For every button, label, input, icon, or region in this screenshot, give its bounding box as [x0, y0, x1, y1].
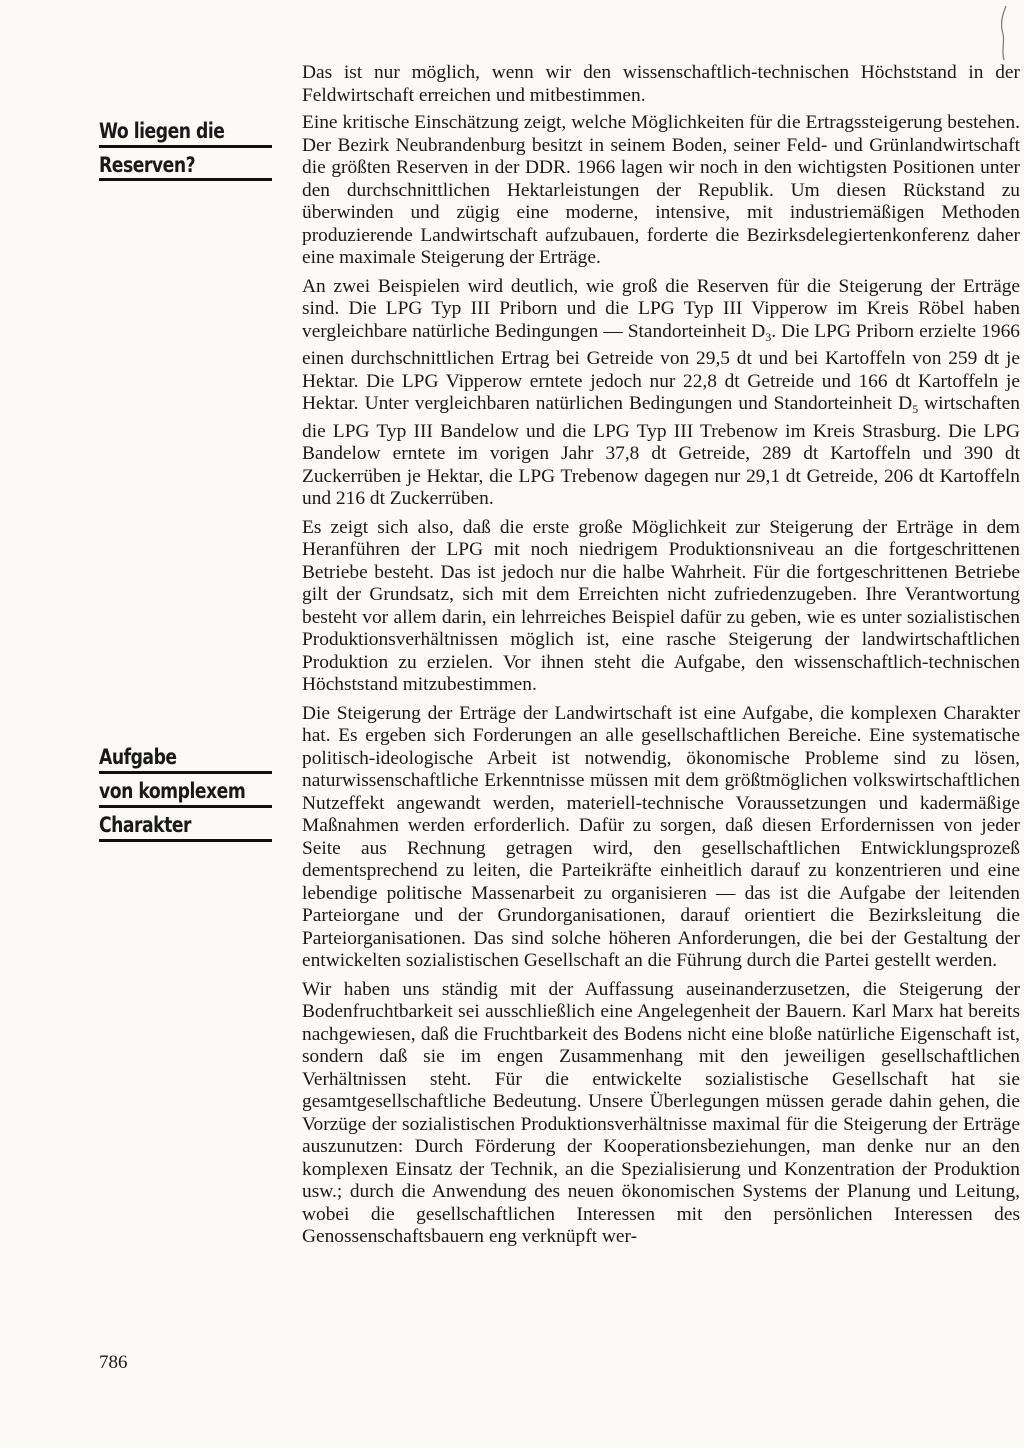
heading-rule	[99, 178, 272, 181]
paragraph	[302, 276, 1020, 511]
paragraph: Die Steigerung der Erträge der Landwirtschaft ist eine Aufgabe, die komplexen Charakter hat. Es ergeben sich Forderungen an alle gesellschaftlichen Bereiche. Eine systematische politisch-ideologische Arbeit ist notwendig, ökonomische Probleme sind zu lösen, naturwissenschaftliche Erkenntnisse müssen mit dem größtmöglichen volkswirtschaftlichen Nutzeffekt angewandt werden, materiell-technische Voraussetzungen und kadermäßige Maßnahmen werden erforderlich. Dafür zu sorgen, daß diesen Erfordernissen von jeder Seite aus Rechnung getragen wird, den gesellschaftlichen Entwicklungsprozeß dementsprechend zu leiten, die Parteikräfte einheitlich darauf zu konzentrieren und eine lebendige politische Massenarbeit zu organisieren — das ist die Aufgabe der leitenden Parteiorgane und der Grundorganisationen, darauf orientiert die Bezirksleitung die Parteiorganisationen. Das sind solche höheren Anforderungen, die bei der Gestaltung der entwickelten sozialistischen Gesellschaft an die Führung durch die Partei gestellt werden.	[302, 702, 1020, 971]
paragraph: Es zeigt sich also, daß die erste große Möglichkeit zur Steigerung der Erträge in dem Heranführen der LPG mit noch niedrigem Produktionsniveau an die fortgeschrittenen Betriebe besteht. Das ist jedoch nur die halbe Wahrheit. Für die fortgeschrittenen Betriebe gilt der Grundsatz, sich mit dem Erreichten nicht zufriedenzugeben. Ihre Verantwortung besteht vor allem darin, ein lehrreiches Beispiel dafür zu geben, wie es unter sozialistischen Produktionsverhältnissen möglich ist, eine rasche Steigerung der landwirtschaftlichen Produktion zu erzielen. Vor ihnen steht die Aufgabe, den wissenschaftlich-technischen Höchststand mitzubestimmen.	[302, 516, 1020, 695]
pencil-mark-icon	[994, 4, 1016, 64]
heading-rule	[99, 805, 272, 808]
paragraph: Wir haben uns ständig mit der Auffassung auseinanderzusetzen, die Steigerung der Bodenfruchtbarkeit sei ausschließlich eine Angelegenheit der Bauern. Karl Marx hat bereits nachgewiesen, daß die Fruchtbarkeit des Bodens nicht eine bloße natürliche Eigenschaft ist, sondern daß sie im engen Zusammenhang mit den jeweiligen gesellschaftlichen Verhältnissen steht. Für die entwickelte sozialistische Gesellschaft hat sie gesamtgesellschaftliche Bedeutung. Unsere Überlegungen müssen gerade dahin gehen, die Vorzüge der sozialistischen Produktionsverhältnisse maximal für die Steigerung der Erträge auszunutzen: Durch Förderung der Kooperationsbeziehungen, man denke nur an den komplexen Einsatz der Technik, an die Spezialisierung und Konzentration der Produktion usw.; durch die Anwendung des neuen ökonomischen Systems der Planung und Leitung, wobei die gesellschaftlichen Interessen mit den persönlichen Interessen des Genossenschaftsbauern eng verknüpft wer-	[302, 978, 1020, 1247]
paragraph: Das ist nur möglich, wenn wir den wissenschaftlich-technischen Höchststand in der Feldwirtschaft erreichen und mitbestimmen.	[302, 62, 1020, 106]
subscript: 5	[912, 402, 919, 416]
heading-rule	[99, 839, 272, 842]
margin-heading-line: Aufgabe	[99, 745, 177, 769]
heading-rule	[99, 145, 272, 148]
paragraph-text: An zwei Beispielen wird deutlich, wie groß die Reserven für die Steigerung der Erträge sind. Die LPG Typ III Priborn und die LPG Typ III Vipperow im Kreis Röbel haben vergleichbare natürliche Bedingungen — Standorteinheit D	[302, 275, 1020, 342]
margin-heading-task	[99, 740, 245, 842]
body-text-column	[302, 62, 1020, 1255]
margin-heading-reserves	[99, 114, 245, 182]
paragraph-text: wirtschaften die LPG Typ III Bandelow und die LPG Typ III Trebenow im Kreis Strasburg. Die LPG Bandelow erntete im vorigen Jahr 37,8 dt Getreide, 289 dt Kartoffeln und 390 dt Zuckerrüben je Hektar, die LPG Trebenow dagegen nur 29,1 dt Getreide, 206 dt Kartoffeln und 216 dt Zuckerrüben.	[302, 393, 1021, 509]
subscript: 3	[765, 329, 772, 344]
margin-heading-line: Charakter	[99, 813, 192, 837]
margin-heading-line: Reserven?	[99, 153, 196, 177]
page-number: 786	[99, 1352, 128, 1373]
margin-heading-line: von komplexem	[99, 779, 246, 803]
heading-rule	[99, 771, 272, 774]
paragraph-text: . Die LPG Priborn erzielte 1966 einen durchschnittlichen Ertrag bei Getreide von 29,5 dt und bei Kartoffeln von 259 dt je Hektar. Die LPG Vipperow erntete jedoch nur 22,8 dt Getreide und 166 dt Kartoffeln je Hektar. Unter vergleichbaren natürlichen Bedingungen und Standorteinheit D	[302, 320, 1020, 414]
margin-heading-line: Wo liegen die	[99, 119, 225, 143]
paragraph: Eine kritische Einschätzung zeigt, welche Möglichkeiten für die Ertragssteigerung bestehen. Der Bezirk Neubrandenburg besitzt in seinem Boden, seiner Feld- und Grünlandwirtschaft die größten Reserven in der DDR. 1966 lagen wir noch in den wichtigsten Positionen unter den durchschnittlichen Hektarleistungen der Republik. Um diesen Rückstand zu überwinden und zügig eine moderne, intensive, mit industriemäßigen Methoden produzierende Landwirtschaft aufzubauen, forderte die Bezirksdelegiertenkonferenz daher eine maximale Steigerung der Erträge.	[302, 112, 1020, 268]
